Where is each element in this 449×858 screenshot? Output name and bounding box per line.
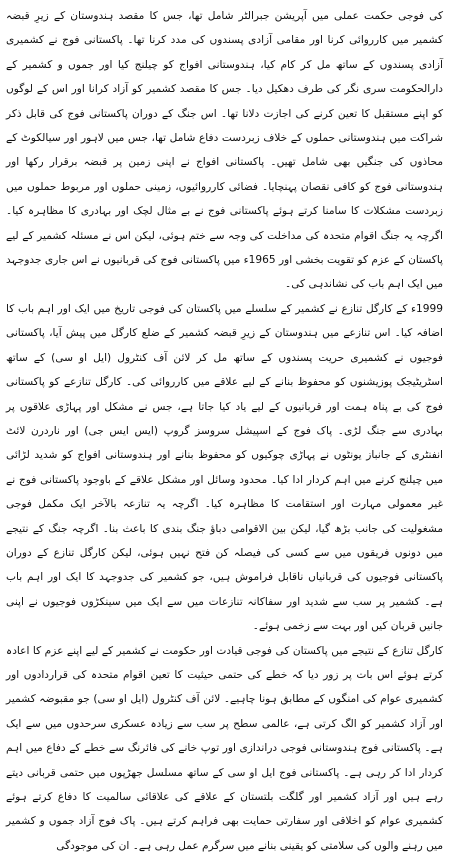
paragraph-1: کی فوجی حکمت عملی میں آپریشن جبرالٹر شامل تھا، جس کا مقصد ہندوستان کے زیرِ قبضہ کشمیر میں کارروائی کرنا اور مقامی آزادی پسندوں کی مدد کرنا تھا۔ پاکستانی فوج نے کشمیری آزادی پسندوں کے ساتھ مل کر کام کیا، ہندوستانی افواج کو چیلنج کیا اور جموں و کشمیر کے دارالحکومت سری نگر کی طرف دھکیل دیا۔ جس کا مقصد کشمیر کو آزاد کرانا اور اس کے لوگوں کو اپنے مستقبل کا تعین کرنے کی اجازت دلانا تھا۔ اس جنگ کے دوران پاکستانی فوج کی قابل ذکر شراکت میں ہندوستانی حملوں کے خلاف زبردست دفاع شامل تھا، جس میں لاہور اور سیالکوٹ کے محاذوں کی جنگیں بھی شامل تھیں۔ پاکستانی افواج نے اپنی زمین پر قبضہ برقرار رکھا اور ہندوستانی فوج کو کافی نقصان پہنچایا۔ فضائی کارروائیوں، زمینی حملوں اور مربوط حملوں میں زبردست مشکلات کا سامنا کرتے ہوئے پاکستانی فوج نے بے مثال لچک اور بہادری کا مظاہرہ کیا۔ اگرچہ یہ جنگ اقوام متحدہ کی مداخلت کی وجہ سے ختم ہوئی، لیکن اس نے مسئلہ کشمیر کے لیے پاکستان کے عزم کو تقویت بخشی اور 1965ء میں پاکستانی فوج کی قربانیوں نے اس جاری جدوجہد میں ایک اہم باب کی نشاندہی کی۔ (6, 10, 443, 291)
paragraph-2: 1999ء کے کارگل تنازع نے کشمیر کے سلسلے میں پاکستان کی فوجی تاریخ میں ایک اور اہم باب کا اضافہ کیا۔ اس تنازعے میں ہندوستان کے زیرِ قبضہ کشمیر کے ضلع کارگل میں پیش آیا، پاکستانی فوجیوں نے کشمیری حریت پسندوں کے ساتھ مل کر لائن آف کنٹرول (ایل او سی) کے ساتھ اسٹریٹیجک پوزیشنوں کو محفوظ بنانے کے لیے علاقے میں کارروائی کی۔ کارگل تنازعے کو پاکستانی فوج کی بے پناہ ہمت اور قربانیوں کے لیے یاد کیا جاتا ہے، جس نے مشکل اور پہاڑی علاقوں پر بہادری سے جنگ لڑی۔ پاک فوج کے اسپیشل سروسز گروپ (ایس ایس جی) اور ناردرن لائٹ انفنٹری کے جانباز یونٹوں نے پہاڑی چوکیوں کو محفوظ بنانے اور ہندوستانی افواج کو شدید لڑائی میں چیلنج کرنے میں اہم کردار ادا کیا۔ محدود وسائل اور مشکل علاقے کے باوجود پاکستانی فوج نے غیر معمولی مہارت اور استقامت کا مظاہرہ کیا۔ اگرچہ یہ تنازعہ بالآخر ایک مکمل فوجی مشغولیت کی جانب بڑھ گیا، لیکن بین الاقوامی دباؤ جنگ بندی کا باعث بنا۔ اگرچہ جنگ کے نتیجے میں دونوں فریقوں میں سے کسی کی فیصلہ کن فتح نہیں ہوئی، لیکن کارگل تنازع کے دوران پاکستانی فوجیوں کی قربانیاں ناقابل فراموش ہیں، جو کشمیر کی جدوجہد کا ایک اور اہم باب ہے۔ کشمیر پر سب سے شدید اور سفاکانہ تنازعات میں سے ایک میں سینکڑوں فوجیوں نے اپنی جانیں قربان کیں اور بہت سے زخمی ہوئے۔ (6, 302, 443, 633)
paragraph-3: کارگل تنازع کے نتیجے میں پاکستان کی فوجی قیادت اور حکومت نے کشمیر کے لیے اپنے عزم کا اعادہ کرتے ہوئے اس بات پر زور دیا کہ خطے کی حتمی حیثیت کا تعین اقوام متحدہ کی قراردادوں اور کشمیری عوام کی امنگوں کے مطابق ہونا چاہیے۔ لائن آف کنٹرول (ایل او سی) جو مقبوضہ کشمیر اور آزاد کشمیر کو الگ کرتی ہے، عالمی سطح پر سب سے زیادہ عسکری سرحدوں میں سے ایک ہے۔ پاکستانی فوج ہندوستانی فوجی دراندازی اور توپ خانے کی فائرنگ سے خطے کے دفاع میں اہم کردار ادا کر رہی ہے۔ پاکستانی فوج ایل او سی کے ساتھ مسلسل جھڑپوں میں حتمی قربانی دیتے رہے ہیں اور آزاد کشمیر اور گلگت بلتستان کے علاقے کی علاقائی سالمیت کا دفاع کرتے ہوئے کشمیری عوام کو اخلاقی اور سفارتی حمایت بھی فراہم کرتے ہیں۔ پاک فوج آزاد جموں و کشمیر میں رہنے والوں کی سلامتی کو یقینی بنانے میں سرگرم عمل رہی ہے۔ ان کی موجودگی (6, 644, 443, 852)
